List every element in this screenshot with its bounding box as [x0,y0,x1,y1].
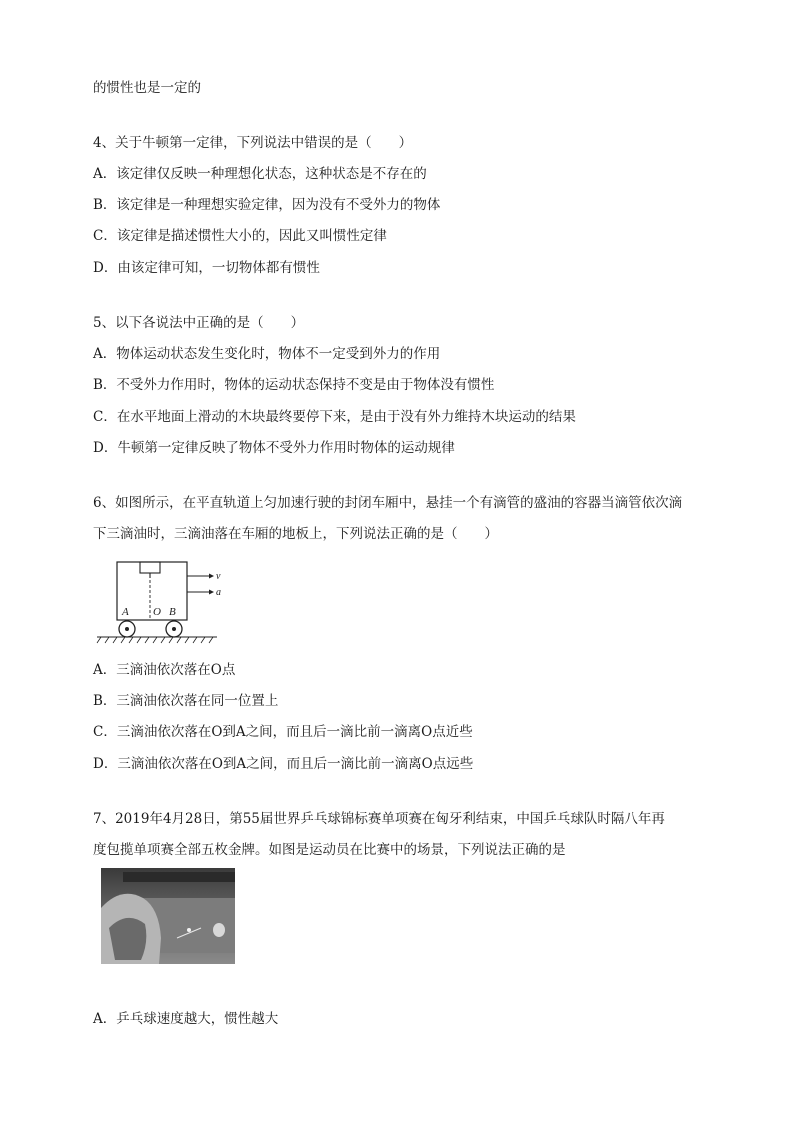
question-4-option-c: C．该定律是描述惯性大小的，因此又叫惯性定律 [93,228,387,244]
point-b-label: B [169,606,176,618]
oil-container [140,562,160,573]
continuation-text: 的惯性也是一定的 [93,80,201,96]
question-6-stem-line2: 下三滴油时，三滴油落在车厢的地板上，下列说法正确的是（ ） [93,526,498,542]
v-label: v [216,571,221,582]
question-6-option-a: A．三滴油依次落在O点 [93,662,236,678]
question-4-option-b: B．该定律是一种理想实验定律，因为没有不受外力的物体 [93,197,441,213]
question-5-option-d: D．牛顿第一定律反映了物体不受外力作用时物体的运动规律 [93,440,455,456]
table-tennis-photo [101,868,235,964]
question-5-option-a: A．物体运动状态发生变化时，物体不一定受到外力的作用 [93,346,441,362]
question-7-stem-line2: 度包揽单项赛全部五枚金牌。如图是运动员在比赛中的场景，下列说法正确的是 [93,842,566,858]
question-4-stem: 4、关于牛顿第一定律，下列说法中错误的是（ ） [93,135,413,151]
question-5-stem: 5、以下各说法中正确的是（ ） [93,315,305,331]
question-6-option-b: B．三滴油依次落在同一位置上 [93,693,279,709]
a-label: a [216,587,221,598]
carriage-diagram [95,558,235,646]
question-7-option-a: A．乒乓球速度越大，惯性越大 [93,1011,279,1027]
v-arrowhead [209,574,214,579]
question-4-option-a: A．该定律仅反映一种理想化状态，这种状态是不存在的 [93,166,427,182]
question-6-stem-line1: 6、如图所示，在平直轨道上匀加速行驶的封闭车厢中，悬挂一个有滴管的盛油的容器当滴管依次滴 [93,495,683,511]
question-5-option-c: C．在水平地面上滑动的木块最终要停下来，是由于没有外力维持木块运动的结果 [93,409,576,425]
carriage-figure [95,558,235,646]
a-arrowhead [209,590,214,595]
point-o-label: O [153,606,161,618]
question-7-stem-line1: 7、2019年4月28日，第55届世界乒乓球锦标赛单项赛在匈牙利结束，中国乒乓球队时隔八年再 [93,811,665,827]
question-6-option-d: D．三滴油依次落在O到A之间，而且后一滴比前一滴离O点远些 [93,756,474,772]
point-a-label: A [122,606,129,618]
ground-hatching [97,637,213,643]
question-4-option-d: D．由该定律可知，一切物体都有惯性 [93,260,320,276]
question-6-option-c: C．三滴油依次落在O到A之间，而且后一滴比前一滴离O点近些 [93,724,473,740]
question-5-option-b: B．不受外力作用时，物体的运动状态保持不变是由于物体没有惯性 [93,377,495,393]
